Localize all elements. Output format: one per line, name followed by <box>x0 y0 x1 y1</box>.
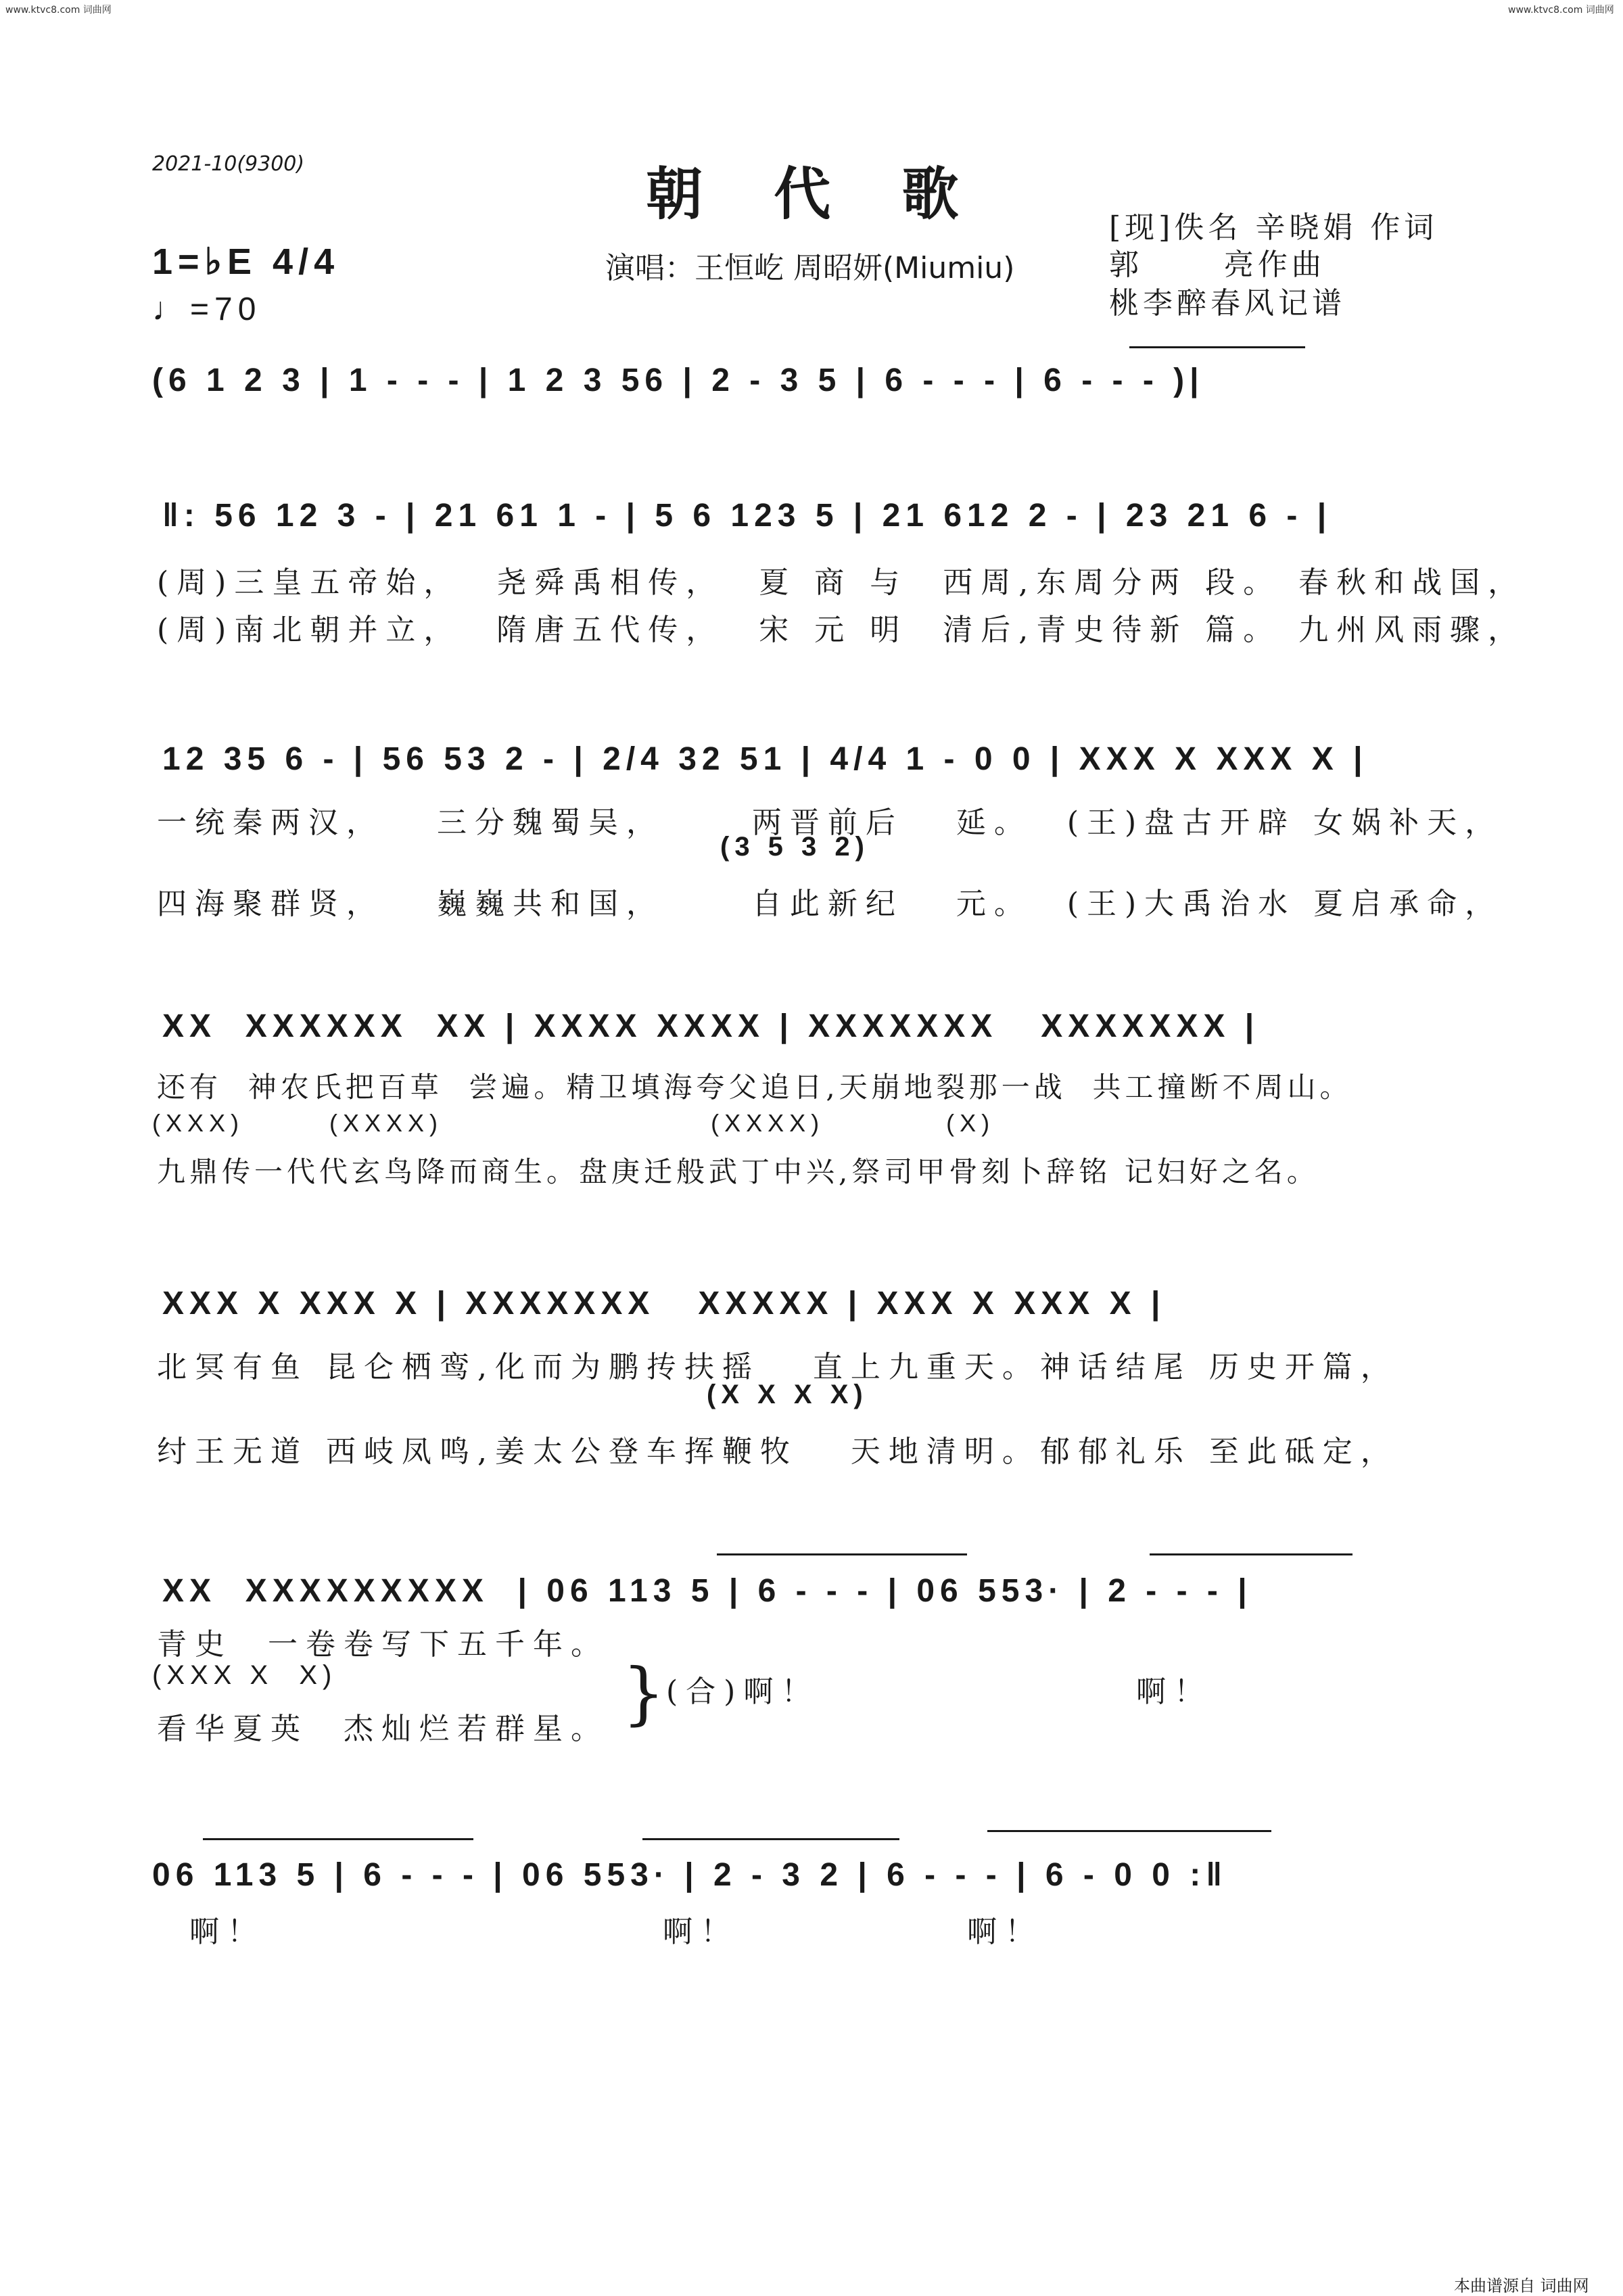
rap1-notes: XX XXXXXX XX | XXXX XXXX | XXXXXXX XXXXXXX | <box>162 1008 1260 1044</box>
slur-bridge-1 <box>717 1553 967 1555</box>
slur-outro-2 <box>642 1838 899 1840</box>
verse1-lyric-b: (周)南北朝并立， 隋唐五代传， 宋 元 明 清后,青史待新 篇。 九州风雨骤， <box>157 613 1526 647</box>
bridge-lyric-a: 青史 一卷卷写下五千年。 <box>157 1627 609 1662</box>
site-watermark-right: www.ktvc8.com 词曲网 <box>1508 5 1614 16</box>
footer-credit: 本曲谱源自 词曲网 <box>1454 2276 1589 2295</box>
rap1-alt-notes: (XXX) (XXXX) (XXXX) (X) <box>152 1109 995 1137</box>
outro-lyric-a: 啊！ <box>189 1915 265 1949</box>
composer-credit: 郭 亮作曲 <box>1109 248 1325 282</box>
slur-intro <box>1129 346 1305 348</box>
rap1-lyric-a: 还有 神农氏把百草 尝遍。精卫填海夸父追日,天崩地裂那一战 共工撞断不周山。 <box>157 1071 1352 1104</box>
tempo-mark: ♩=70 <box>152 291 262 327</box>
verse1-notes: ‖: 56 12 3 - | 21 61 1 - | 5 6 123 5 | 21 612 2 - | 23 21 6 - | <box>162 498 1332 534</box>
rap2-lyric-b: 纣王无道 西岐凤鸣,姜太公登车挥鞭牧 天地清明。郁郁礼乐 至此砥定， <box>157 1434 1398 1469</box>
verse2-alt-notes: (3 5 3 2) <box>720 832 870 862</box>
key-signature: 1=♭E 4/4 <box>152 241 340 282</box>
page-title: 朝 代 歌 <box>646 160 985 227</box>
bridge-notes: XX XXXXXXXXX | 06 113 5 | 6 - - - | 06 553· | 2 - - - | <box>162 1573 1252 1609</box>
verse2-lyric-b: 四海聚群贤， 巍巍共和国， 自此新纪 元。 (王)大禹治水 夏启承命， <box>157 887 1503 921</box>
site-watermark-left: www.ktvc8.com 词曲网 <box>5 5 112 16</box>
verse1-lyric-a: (周)三皇五帝始， 尧舜禹相传， 夏 商 与 西周,东周分两 段。 春秋和战国， <box>157 565 1526 600</box>
slur-outro-1 <box>203 1838 473 1840</box>
outro-lyric-b: 啊！ <box>663 1915 738 1949</box>
chorus-lyric-b: 啊！ <box>1136 1674 1212 1709</box>
lyricist-credit: [现]佚名 辛晓娟 作词 <box>1109 210 1438 245</box>
rap2-lyric-a: 北冥有鱼 昆仑栖鸾,化而为鹏抟扶摇 直上九重天。神话结尾 历史开篇， <box>157 1350 1398 1384</box>
brace: } <box>622 1654 665 1733</box>
slur-bridge-2 <box>1150 1553 1352 1555</box>
slur-outro-3 <box>987 1830 1271 1832</box>
singers: 演唱：王恒屹 周昭妍(Miumiu) <box>605 251 1015 285</box>
outro-notes: 06 113 5 | 6 - - - | 06 553· | 2 - 3 2 | 6 - - - | 6 - 0 0 :‖ <box>152 1857 1228 1893</box>
chorus-lyric-a: (合)啊！ <box>666 1674 820 1709</box>
bridge-alt-notes: (XXX X X) <box>152 1660 337 1690</box>
intro-notes: (6 1 2 3 | 1 - - - | 1 2 3 56 | 2 - 3 5 | 6 - - - | 6 - - - )| <box>152 362 1204 398</box>
rap2-notes: XXX X XXX X | XXXXXXX XXXXX | XXX X XXX X | <box>162 1286 1166 1321</box>
transcriber-credit: 桃李醉春风记谱 <box>1109 286 1346 321</box>
rap2-alt-notes: (X X X X) <box>707 1380 868 1409</box>
verse2-notes: 12 35 6 - | 56 53 2 - | 2/4 32 51 | 4/4 1 - 0 0 | XXX X XXX X | <box>162 741 1368 777</box>
rap1-lyric-b: 九鼎传一代代玄鸟降而商生。盘庚迁般武丁中兴,祭司甲骨刻卜辞铭 记妇好之名。 <box>157 1155 1319 1188</box>
verse2-lyric-a: 一统秦两汉， 三分魏蜀吴， 两晋前后 延。 (王)盘古开辟 女娲补天， <box>157 805 1503 840</box>
outro-lyric-c: 啊！ <box>967 1915 1043 1949</box>
score-code: 2021-10(9300) <box>152 152 305 176</box>
bridge-lyric-b: 看华夏英 杰灿烂若群星。 <box>157 1712 609 1746</box>
